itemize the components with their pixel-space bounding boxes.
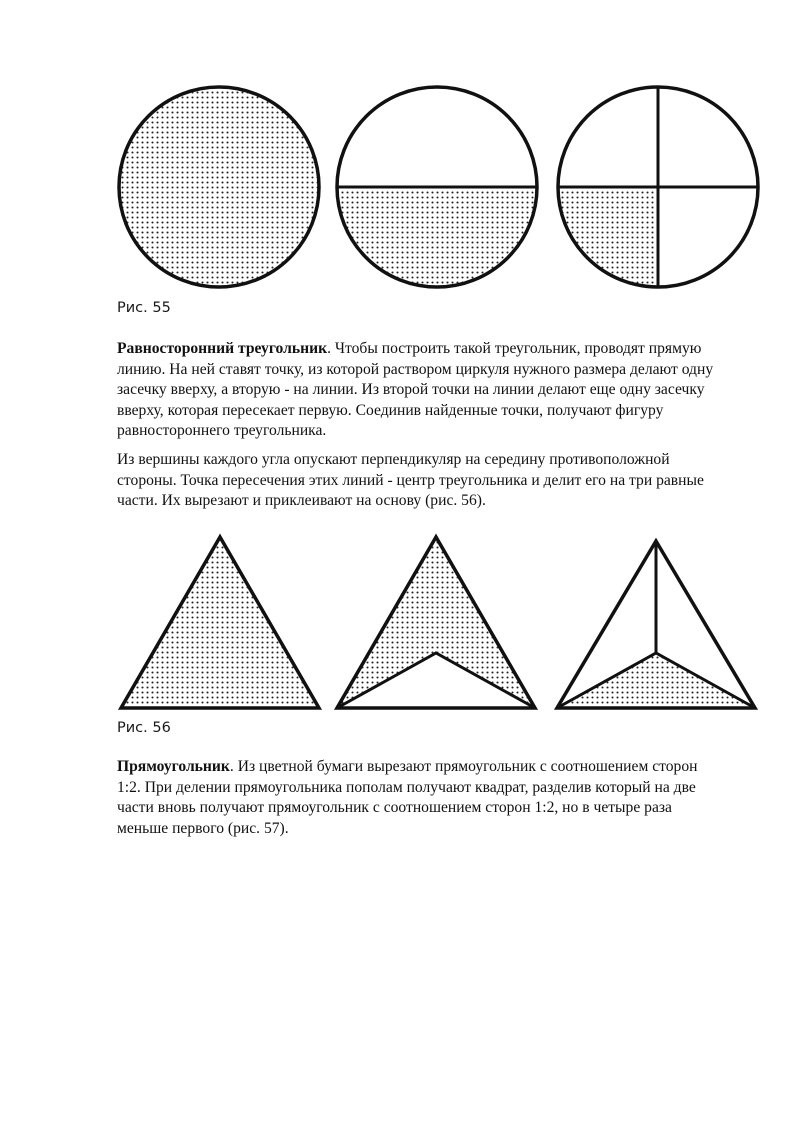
figure-55-caption: Рис. 55 bbox=[117, 300, 171, 316]
text-line: вверху, которая пересекает первую. Соединив найденные точки, получают фигуру bbox=[117, 401, 664, 419]
text-line: Из вершины каждого угла опускают перпендикуляр на середину противоположной bbox=[117, 451, 670, 468]
rectangle-paragraph bbox=[117, 757, 737, 839]
circle-quarter-shaded bbox=[556, 87, 758, 292]
triangle-paragraph-1 bbox=[117, 339, 737, 442]
text-line: равностороннего треугольника. bbox=[117, 422, 327, 439]
circle-half-shaded bbox=[335, 87, 540, 292]
triangle-paragraph-2 bbox=[117, 450, 737, 512]
figure-56-caption: Рис. 56 bbox=[117, 720, 171, 736]
triangle-one-third-shaded bbox=[557, 541, 755, 708]
figure-55-circles bbox=[0, 0, 800, 300]
text-line: части вновь получают прямоугольник с соотношением сторон 1:2, но в четыре раза bbox=[117, 799, 672, 816]
text-line: . Чтобы построить такой треугольник, проводят прямую bbox=[327, 340, 702, 357]
triangle-whole-shaded bbox=[121, 537, 319, 708]
rectangle-heading: Прямоугольник bbox=[117, 758, 230, 775]
figure-56-triangles bbox=[0, 520, 800, 720]
text-line: линию. На ней ставят точку, из которой раствором циркуля нужного размера делают одну bbox=[117, 360, 714, 378]
text-line: 1:2. При делении прямоугольника пополам получают квадрат, разделив который на две bbox=[117, 778, 696, 796]
text-line: части. Их вырезают и приклеивают на основу (рис. 56). bbox=[117, 492, 486, 509]
text-line: меньше первого (рис. 57). bbox=[117, 819, 289, 837]
text-line: засечку вверху, а вторую - на линии. Из второй точки на линии делают еще одну засечку bbox=[117, 381, 705, 398]
text-line: . Из цветной бумаги вырезают прямоугольник с соотношением сторон bbox=[229, 758, 698, 775]
triangle-two-thirds-shaded bbox=[337, 537, 535, 708]
circle-whole-shaded bbox=[119, 87, 319, 287]
text-line: стороны. Точка пересечения этих линий - центр треугольника и делит его на три равные bbox=[117, 471, 704, 489]
triangle-heading: Равносторонний треугольник bbox=[117, 340, 328, 357]
